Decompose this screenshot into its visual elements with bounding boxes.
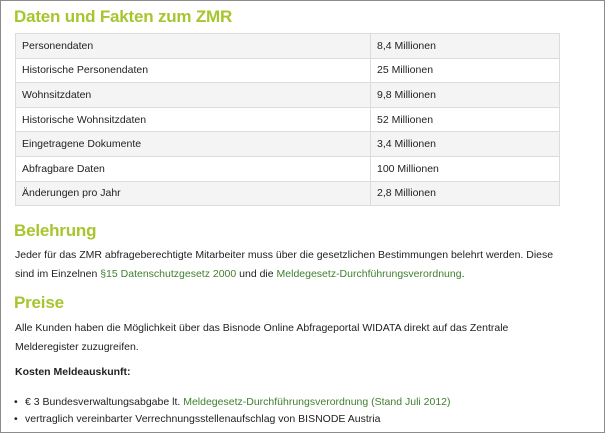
kosten-label: Kosten Meldeauskunft:: [15, 366, 131, 378]
table-row: [16, 107, 560, 132]
row-label: Eingetragene Dokumente: [16, 132, 371, 157]
table-row: [16, 58, 560, 83]
row-value: 9,8 Millionen: [371, 83, 560, 108]
row-value: 2,8 Millionen: [371, 181, 560, 206]
bullet-icon: •: [14, 396, 18, 408]
table-row: [16, 181, 560, 206]
datenschutzgesetz-link[interactable]: §15 Datenschutzgesetz 2000: [100, 268, 237, 280]
table-row: [16, 83, 560, 108]
row-value: 3,4 Millionen: [371, 132, 560, 157]
belehrung-text-part3: .: [461, 268, 465, 280]
row-label: Wohnsitzdaten: [16, 83, 371, 108]
row-value: 52 Millionen: [371, 107, 560, 132]
row-label: Historische Personendaten: [16, 58, 371, 83]
belehrung-text-part2: und die: [236, 268, 277, 280]
list-item-text: € 3 Bundesverwaltungsabgabe lt.: [25, 396, 184, 408]
table-row: [16, 34, 560, 59]
row-label: Abfragbare Daten: [16, 156, 371, 181]
facts-table: [15, 33, 560, 206]
row-value: 8,4 Millionen: [371, 34, 560, 59]
row-label: Änderungen pro Jahr: [16, 181, 371, 206]
meldegesetz-stand-link[interactable]: Meldegesetz-Durchführungsverordnung (Stand Juli 2012): [183, 396, 451, 408]
table-row: [16, 156, 560, 181]
list-item-text: vertraglich vereinbarter Verrechnungsstellenaufschlag von BISNODE Austria: [25, 413, 381, 425]
belehrung-text: [15, 246, 571, 284]
row-value: 100 Millionen: [371, 156, 560, 181]
belehrung-text-part1: Jeder für das ZMR abfrageberechtigte Mitarbeiter muss über die gesetzlichen Bestimmungen belehrt werden. Diese sind im Einzelnen: [15, 249, 554, 280]
belehrung-heading: Belehrung: [14, 221, 97, 240]
row-label: Personendaten: [16, 34, 371, 59]
row-label: Historische Wohnsitzdaten: [16, 107, 371, 132]
list-item: [14, 411, 451, 428]
preise-heading: Preise: [14, 293, 64, 312]
list-item: [14, 394, 451, 411]
facts-heading: Daten und Fakten zum ZMR: [14, 7, 233, 26]
row-value: 25 Millionen: [371, 58, 560, 83]
preise-text: Alle Kunden haben die Möglichkeit über das Bisnode Online Abfrageportal WIDATA direkt auf das Zentrale Melderegister zuzugreifen.: [15, 322, 509, 353]
table-row: [16, 132, 560, 157]
bullet-icon: •: [14, 413, 18, 425]
meldegesetz-link[interactable]: Meldegesetz-Durchführungsverordnung: [276, 268, 462, 280]
kosten-list: [14, 394, 451, 428]
